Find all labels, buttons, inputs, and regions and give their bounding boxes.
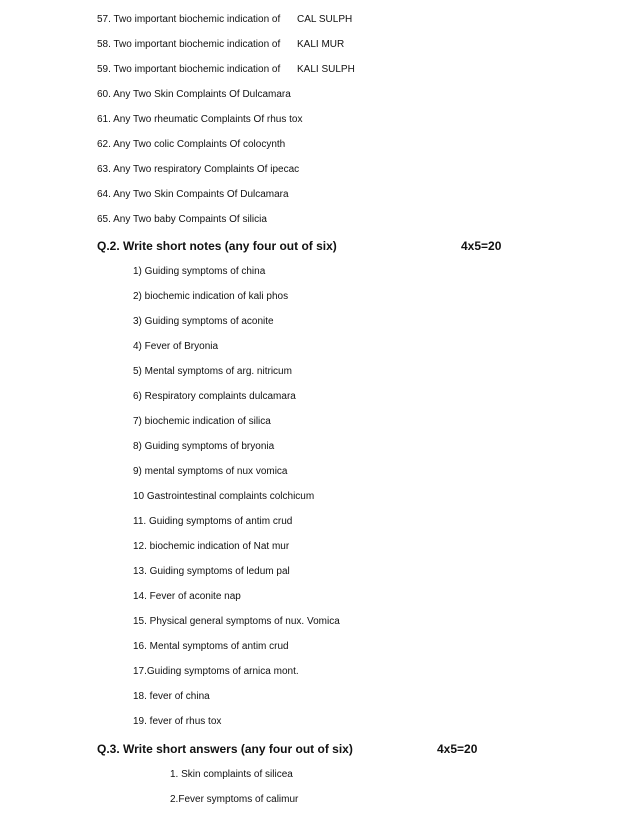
list-item: 4) Fever of Bryonia (133, 341, 219, 352)
list-item-value: KALI MUR (297, 39, 345, 50)
list-item: 2) biochemic indication of kali phos (133, 291, 289, 302)
list-item: 58. Two important biochemic indication of (97, 39, 281, 50)
list-item: 1) Guiding symptoms of china (133, 266, 266, 277)
list-item-value: KALI SULPH (297, 64, 355, 75)
list-item: 1. Skin complaints of silicea (170, 769, 293, 780)
list-item: 5) Mental symptoms of arg. nitricum (133, 366, 292, 377)
question-2-marks: 4x5=20 (461, 239, 502, 253)
list-item: 57. Two important biochemic indication of (97, 14, 281, 25)
list-item: 59. Two important biochemic indication of (97, 64, 281, 75)
list-item: 19. fever of rhus tox (133, 716, 222, 727)
list-item: 60. Any Two Skin Complaints Of Dulcamara (97, 89, 291, 100)
list-item: 14. Fever of aconite nap (133, 591, 241, 602)
list-item: 11. Guiding symptoms of antim crud (133, 516, 293, 527)
list-item: 18. fever of china (133, 691, 210, 702)
list-item: 15. Physical general symptoms of nux. Vomica (133, 616, 340, 627)
list-item: 8) Guiding symptoms of bryonia (133, 441, 275, 452)
list-item: 2.Fever symptoms of calimur (170, 794, 299, 805)
list-item: 12. biochemic indication of Nat mur (133, 541, 290, 552)
question-3-heading: Q.3. Write short answers (any four out of six) (97, 742, 353, 756)
list-item: 65. Any Two baby Compaints Of silicia (97, 214, 267, 225)
list-item: 62. Any Two colic Complaints Of colocynth (97, 139, 286, 150)
list-item: 13. Guiding symptoms of ledum pal (133, 566, 290, 577)
list-item: 3) Guiding symptoms of aconite (133, 316, 274, 327)
list-item: 63. Any Two respiratory Complaints Of ipecac (97, 164, 300, 175)
list-item: 9) mental symptoms of nux vomica (133, 466, 288, 477)
question-3-marks: 4x5=20 (437, 742, 478, 756)
question-2-heading: Q.2. Write short notes (any four out of six) (97, 239, 337, 253)
list-item: 10 Gastrointestinal complaints colchicum (133, 491, 315, 502)
list-item: 16. Mental symptoms of antim crud (133, 641, 289, 652)
list-item: 64. Any Two Skin Compaints Of Dulcamara (97, 189, 289, 200)
list-item-value: CAL SULPH (297, 14, 353, 25)
list-item: 7) biochemic indication of silica (133, 416, 271, 427)
list-item: 61. Any Two rheumatic Complaints Of rhus tox (97, 114, 303, 125)
list-item: 17.Guiding symptoms of arnica mont. (133, 666, 299, 677)
list-item: 6) Respiratory complaints dulcamara (133, 391, 296, 402)
